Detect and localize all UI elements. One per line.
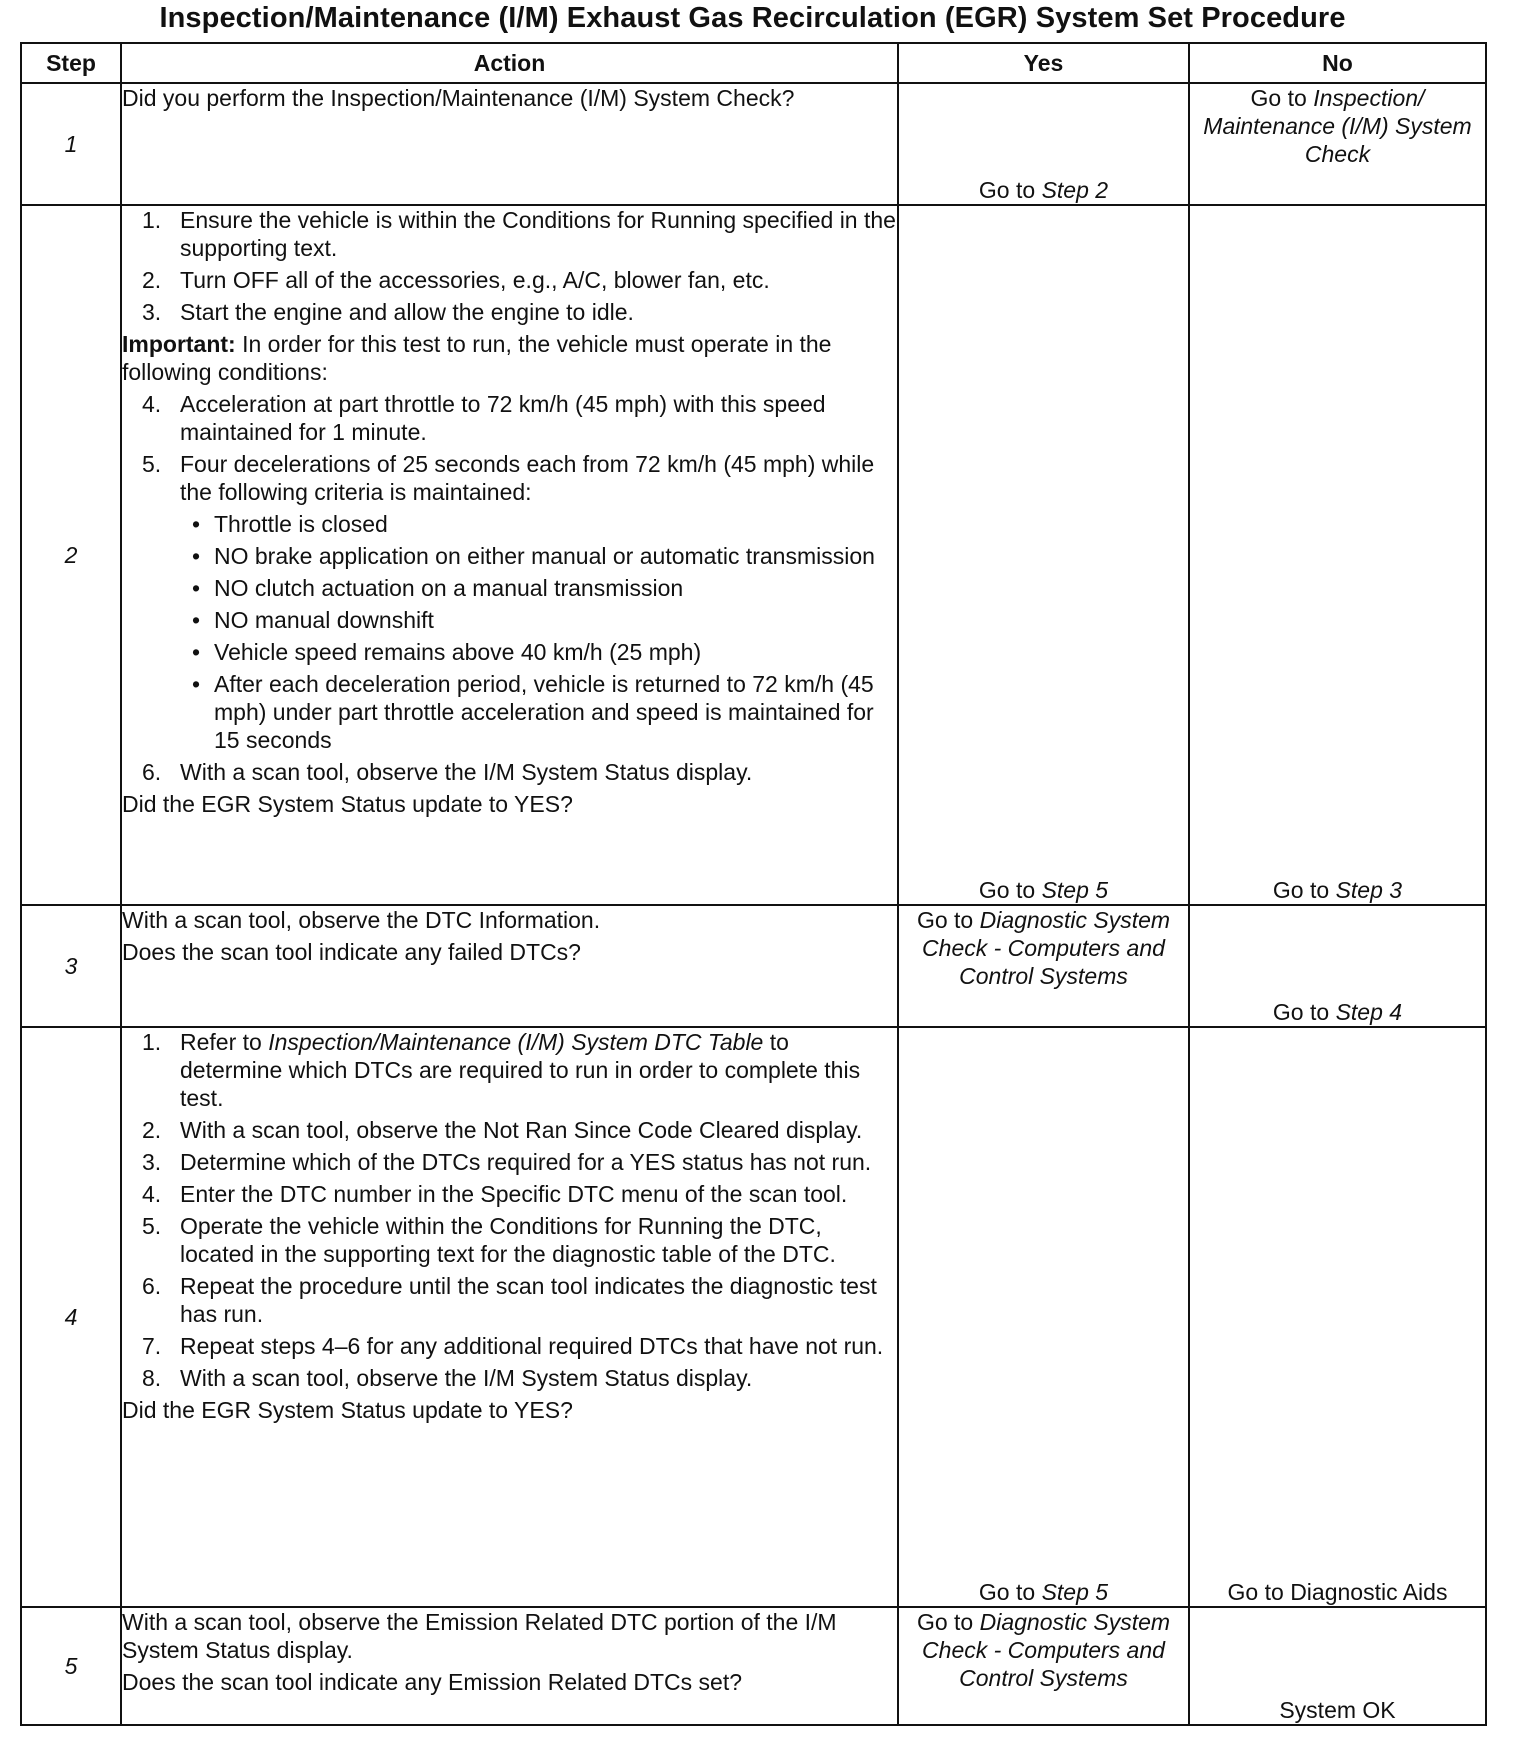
yes-cell[interactable]: Go to Step 5 [898,205,1189,905]
system-ok-text: System OK [1279,1697,1396,1723]
header-no: No [1189,43,1486,83]
list-item: 2. Turn OFF all of the accessories, e.g., A/C, blower fan, etc. [142,267,770,293]
table-header-row [21,43,1486,83]
yes-link[interactable]: Diagnostic System Check - Computers and Control Systems [922,1609,1171,1691]
no-cell[interactable] [1189,83,1486,205]
list-item: 3. Determine which of the DTCs required for a YES status has not run. [142,1149,872,1175]
table-row [21,905,1486,1027]
instruction-list [122,390,897,506]
no-cell[interactable]: Go to Step 3 [1189,205,1486,905]
step-number: 5 [21,1607,121,1725]
action-question: Did you perform the Inspection/Maintenance (I/M) System Check? [122,85,795,111]
list-item: 1. Refer to Inspection/Maintenance (I/M) System DTC Table to determine which DTCs are required to run in order to complete this test. [142,1029,861,1111]
action-cell [121,1027,898,1607]
list-item: 5. Operate the vehicle within the Conditions for Running the DTC, located in the supporting text for the diagnostic table of the DTC. [142,1213,836,1267]
procedure-table [20,42,1487,1726]
yes-cell[interactable]: Go to Step 5 [898,1027,1189,1607]
instruction-list [122,206,897,326]
no-link[interactable]: Go to Diagnostic Aids [1227,1579,1448,1605]
instruction-list [122,758,897,786]
header-action: Action [121,43,898,83]
action-cell [121,905,898,1027]
important-note: Important: In order for this test to run, the vehicle must operate in the following conditions: [122,331,832,385]
step-number: 2 [21,205,121,905]
yes-cell[interactable] [898,83,1189,205]
step-number: 1 [21,83,121,205]
page-title: Inspection/Maintenance (I/M) Exhaust Gas Recirculation (EGR) System Set Procedure [159,2,1346,34]
list-item: 6. Repeat the procedure until the scan tool indicates the diagnostic test has run. [142,1273,877,1327]
list-item: 4. Acceleration at part throttle to 72 km/h (45 mph) with this speed maintained for 1 minute. [142,391,826,445]
yes-link[interactable]: Step 5 [1041,1579,1109,1605]
no-cell[interactable] [1189,1027,1486,1607]
bullet-item: • NO brake application on either manual or automatic transmission [122,542,897,570]
no-prefix: Go to [1250,85,1314,111]
step-number: 4 [21,1027,121,1607]
list-item: 4. Enter the DTC number in the Specific DTC menu of the scan tool. [142,1181,848,1207]
action-text: With a scan tool, observe the Emission Related DTC portion of the I/M System Status display. [122,1609,837,1663]
list-item: 6. With a scan tool, observe the I/M System Status display. [142,759,753,785]
list-item: 3. Start the engine and allow the engine to idle. [142,299,634,325]
action-question: Does the scan tool indicate any Emission Related DTCs set? [122,1669,743,1695]
step-number: 3 [21,905,121,1027]
no-link[interactable]: Step 4 [1335,999,1403,1025]
yes-cell[interactable]: Go to Diagnostic System Check - Computers and Control Systems [898,905,1189,1027]
yes-cell[interactable]: Go to Diagnostic System Check - Computers and Control Systems [898,1607,1189,1725]
list-item: 8. With a scan tool, observe the I/M System Status display. [142,1365,753,1391]
list-item: 5. Four decelerations of 25 seconds each from 72 km/h (45 mph) while the following criteria is maintained: [142,451,875,505]
action-cell [121,1607,898,1725]
no-link[interactable]: Inspection/ Maintenance (I/M) System Check [1203,85,1472,167]
list-item: 1. Ensure the vehicle is within the Conditions for Running specified in the supporting text. [142,207,896,261]
table-row [21,83,1486,205]
action-question: Does the scan tool indicate any failed DTCs? [122,939,581,965]
table-row [21,1027,1486,1607]
no-cell[interactable]: Go to Step 4 [1189,905,1486,1027]
action-text: With a scan tool, observe the DTC Information. [122,907,601,933]
no-link[interactable]: Step 3 [1335,877,1403,903]
bullet-item: • NO manual downshift [122,606,897,634]
dtc-table-link[interactable]: Inspection/Maintenance (I/M) System DTC Table [268,1029,764,1055]
instruction-list [122,1028,897,1392]
yes-link[interactable]: Step 2 [1041,177,1109,203]
table-row [21,205,1486,905]
header-step: Step [21,43,121,83]
yes-link[interactable]: Diagnostic System Check - Computers and Control Systems [922,907,1171,989]
list-item: 2. With a scan tool, observe the Not Ran Since Code Cleared display. [142,1117,863,1143]
action-cell [121,205,898,905]
bullet-item: • Throttle is closed [122,510,897,538]
action-question: Did the EGR System Status update to YES? [122,1397,573,1423]
header-yes: Yes [898,43,1189,83]
yes-link[interactable]: Step 5 [1041,877,1109,903]
no-cell [1189,1607,1486,1725]
criteria-list [122,510,897,754]
list-item: 7. Repeat steps 4–6 for any additional required DTCs that have not run. [142,1333,884,1359]
table-row [21,1607,1486,1725]
action-question: Did the EGR System Status update to YES? [122,791,573,817]
bullet-item: • NO clutch actuation on a manual transmission [122,574,897,602]
action-cell [121,83,898,205]
yes-prefix: Go to [978,177,1042,203]
bullet-item: • After each deceleration period, vehicle is returned to 72 km/h (45 mph) under part throttle acceleration and speed is maintained for 15 seconds [122,670,897,754]
bullet-item: • Vehicle speed remains above 40 km/h (25 mph) [122,638,897,666]
